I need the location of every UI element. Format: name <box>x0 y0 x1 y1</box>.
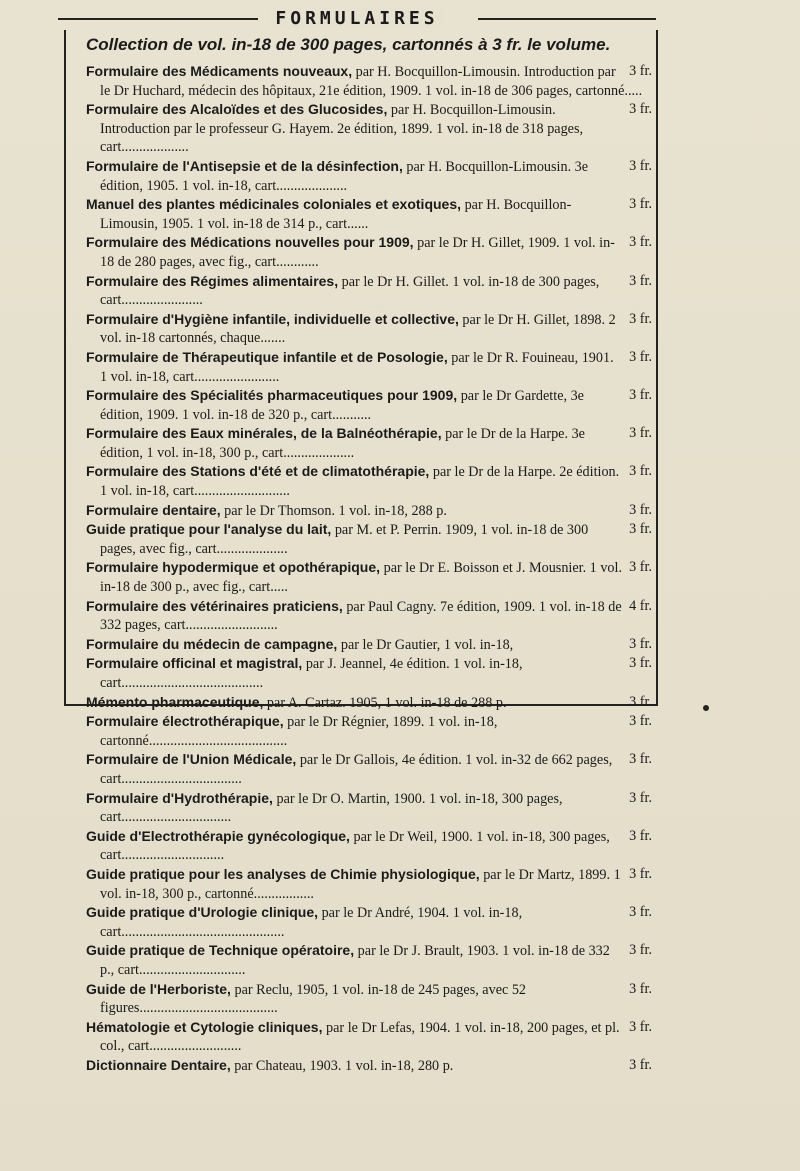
entry-body: par Reclu, 1905, 1 vol. in-18 de 245 pages, avec 52 figures....................................... <box>100 981 527 1017</box>
catalog-entry <box>86 462 652 500</box>
catalog-entry <box>86 1018 652 1056</box>
entry-body: par le Dr H. Gillet, 1898. 2 vol. in-18 cartonnés, chaque....... <box>100 311 616 347</box>
catalog-entry <box>86 424 652 462</box>
entry-price: 3 fr. <box>629 196 652 213</box>
entry-title: Formulaire des Régimes alimentaires, <box>86 272 339 289</box>
entry-body: par le Dr Gautier, 1 vol. in-18, <box>340 636 514 653</box>
entry-price: 3 fr. <box>629 348 652 365</box>
entry-body: par Paul Cagny. 7e édition, 1909. 1 vol. in-18 de 332 pages, cart.......................... <box>100 598 622 634</box>
entry-body: par le Dr Thomson. 1 vol. in-18, 288 p. <box>224 502 447 519</box>
entry-body: par A. Cartaz. 1905, 1 vol. in-18 de 288 p. <box>266 694 507 711</box>
catalog-entry <box>86 693 652 713</box>
entry-price: 3 fr. <box>629 693 652 710</box>
entry-title: Formulaire d'Hygiène infantile, individuelle et collective, <box>86 310 459 327</box>
entry-title: Guide pratique pour les analyses de Chimie physiologique, <box>86 865 480 882</box>
entry-title: Mémento pharmaceutique, <box>86 693 264 710</box>
catalog-entry <box>86 558 652 596</box>
header <box>58 8 656 30</box>
catalog-entry <box>86 941 652 979</box>
entry-title: Guide de l'Herboriste, <box>86 980 231 997</box>
entry-title: Guide pratique pour l'analyse du lait, <box>86 521 332 538</box>
catalog-entry <box>86 865 652 903</box>
entry-body: par le Dr J. Brault, 1903. 1 vol. in-18 de 332 p., cart.............................. <box>100 943 610 978</box>
entry-body: par le Dr André, 1904. 1 vol. in-18, cart.............................................. <box>100 905 523 940</box>
entry-body: par le Dr Martz, 1899. 1 vol. in-18, 300 p., cartonné................. <box>100 866 621 902</box>
entry-title: Formulaire des Médicaments nouveaux, <box>86 63 353 79</box>
catalog-entry <box>86 903 652 941</box>
entry-price: 3 fr. <box>629 789 652 806</box>
entry-body: par M. et P. Perrin. 1909, 1 vol. in-18 de 300 pages, avec fig., cart.................... <box>100 522 589 557</box>
entry-price: 3 fr. <box>629 425 652 442</box>
catalog-entry <box>86 789 652 827</box>
catalog-entry <box>86 62 652 100</box>
entry-title: Guide pratique d'Urologie clinique, <box>86 904 319 921</box>
entry-title: Guide pratique de Technique opératoire, <box>86 942 355 959</box>
entry-price: 3 fr. <box>629 635 652 652</box>
entry-price: 3 fr. <box>629 272 652 289</box>
catalog-entry <box>86 827 652 865</box>
entry-title: Formulaire de Thérapeutique infantile et de Posologie, <box>86 348 448 365</box>
catalog-entry <box>86 348 652 386</box>
entry-title: Formulaire hypodermique et opothérapique, <box>86 559 381 576</box>
entry-price: 3 fr. <box>629 101 652 118</box>
entry-body: par le Dr de la Harpe. 2e édition. 1 vol. in-18, cart........................... <box>100 464 620 500</box>
entry-price: 3 fr. <box>629 521 652 538</box>
catalog-entry <box>86 310 652 348</box>
catalog-entry <box>86 386 652 424</box>
catalog-entry <box>86 157 652 195</box>
entry-price: 3 fr. <box>629 713 652 730</box>
entry-body: par le Dr Gardette, 3e édition, 1909. 1 vol. in-18 de 320 p., cart........... <box>100 388 584 423</box>
entry-title: Formulaire des Eaux minérales, de la Balnéothérapie, <box>86 425 442 442</box>
catalog-entry <box>86 520 652 558</box>
entry-title: Formulaire des Spécialités pharmaceutiques pour 1909, <box>86 387 458 404</box>
catalog-entry <box>86 654 652 692</box>
page-title: FORMULAIRES <box>269 8 444 29</box>
entry-price: 3 fr. <box>629 904 652 921</box>
collection-subtitle: Collection de vol. in-18 de 300 pages, cartonnés à 3 fr. le volume. <box>86 35 611 54</box>
entry-body: par H. Bocquillon-Limousin, 1905. 1 vol. in-18 de 314 p., cart...... <box>100 197 572 232</box>
entry-title: Formulaire des Médications nouvelles pour 1909, <box>86 234 414 251</box>
entry-body: par J. Jeannel, 4e édition. 1 vol. in-18, cart........................................ <box>100 656 523 691</box>
entry-price: 3 fr. <box>629 1018 652 1035</box>
entry-list <box>86 62 652 1075</box>
entry-title: Guide d'Electrothérapie gynécologique, <box>86 827 350 844</box>
catalog-entry <box>86 597 652 635</box>
entry-body: par le Dr Gallois, 4e édition. 1 vol. in-32 de 662 pages, cart.................................. <box>100 752 613 787</box>
entry-price: 4 fr. <box>629 597 652 614</box>
entry-price: 3 fr. <box>629 501 652 518</box>
entry-body: par le Dr R. Fouineau, 1901. 1 vol. in-18, cart........................ <box>100 349 614 385</box>
entry-body: par le Dr E. Boisson et J. Mousnier. 1 vol. in-18 de 300 p., avec fig., cart..... <box>100 560 623 596</box>
catalog-entry <box>86 750 652 788</box>
entry-title: Formulaire des Stations d'été et de climatothérapie, <box>86 463 430 480</box>
catalog-entry <box>86 635 652 655</box>
entry-price: 3 fr. <box>629 157 652 174</box>
entry-body: par le Dr O. Martin, 1900. 1 vol. in-18, 300 pages, cart............................... <box>100 790 563 826</box>
ink-dot <box>703 705 709 711</box>
entry-price: 3 fr. <box>629 655 652 672</box>
entry-title: Dictionnaire Dentaire, <box>86 1056 231 1073</box>
entry-title: Formulaire de l'Antisepsie et de la désinfection, <box>86 157 403 174</box>
entry-title: Formulaire des Alcaloïdes et des Glucosides, <box>86 101 388 118</box>
entry-price: 3 fr. <box>629 63 652 79</box>
entry-price: 3 fr. <box>629 980 652 997</box>
entry-body: par le Dr Régnier, 1899. 1 vol. in-18, cartonné....................................... <box>100 714 498 749</box>
entry-price: 3 fr. <box>629 751 652 768</box>
catalog-entry <box>86 233 652 271</box>
entry-price: 3 fr. <box>629 310 652 327</box>
entry-title: Formulaire d'Hydrothérapie, <box>86 789 273 806</box>
catalog-entry <box>86 195 652 233</box>
catalog-entry <box>86 712 652 750</box>
entry-body: par le Dr Lefas, 1904. 1 vol. in-18, 200 pages, et pl. col., cart.......................... <box>100 1019 620 1055</box>
entry-price: 3 fr. <box>629 942 652 959</box>
entry-title: Formulaire dentaire, <box>86 501 221 518</box>
entry-title: Manuel des plantes médicinales coloniales et exotiques, <box>86 196 462 213</box>
entry-price: 3 fr. <box>629 1056 652 1073</box>
entry-price: 3 fr. <box>629 387 652 404</box>
catalog-entry <box>86 100 652 157</box>
entry-body: par le Dr H. Gillet, 1909. 1 vol. in-18 de 280 pages, avec fig., cart............ <box>100 235 615 270</box>
entry-price: 3 fr. <box>629 865 652 882</box>
entry-body: par le Dr de la Harpe. 3e édition, 1 vol. in-18, 300 p., cart.................... <box>100 426 585 461</box>
entry-price: 3 fr. <box>629 463 652 480</box>
entry-price: 3 fr. <box>629 559 652 576</box>
entry-title: Formulaire des vétérinaires praticiens, <box>86 597 343 614</box>
entry-title: Hématologie et Cytologie cliniques, <box>86 1018 323 1035</box>
entry-body: par H. Bocquillon-Limousin. Introduction par le Dr Huchard, médecin des hôpitaux, 21e édition, 1909. 1 vol. in-18 de 306 pages, cartonné..... <box>100 64 643 99</box>
entry-title: Formulaire du médecin de campagne, <box>86 635 338 652</box>
entry-title: Formulaire de l'Union Médicale, <box>86 751 297 768</box>
catalog-entry <box>86 1056 652 1076</box>
catalog-entry <box>86 501 652 521</box>
entry-price: 3 fr. <box>629 827 652 844</box>
entry-body: par le Dr H. Gillet. 1 vol. in-18 de 300 pages, cart....................... <box>100 273 600 309</box>
catalog-entry <box>86 272 652 310</box>
entry-body: par H. Bocquillon-Limousin. Introduction par le professeur G. Hayem. 2e édition, 1899. 1 vol. in-18 de 318 pages, cart................... <box>100 102 584 156</box>
entry-title: Formulaire électrothérapique, <box>86 713 284 730</box>
entry-body: par Chateau, 1903. 1 vol. in-18, 280 p. <box>234 1057 454 1074</box>
entry-body: par le Dr Weil, 1900. 1 vol. in-18, 300 pages, cart............................. <box>100 828 610 864</box>
entry-price: 3 fr. <box>629 234 652 251</box>
catalog-entry <box>86 980 652 1018</box>
entry-title: Formulaire officinal et magistral, <box>86 655 303 672</box>
entry-body: par H. Bocquillon-Limousin. 3e édition, 1905. 1 vol. in-18, cart.................... <box>100 158 589 194</box>
